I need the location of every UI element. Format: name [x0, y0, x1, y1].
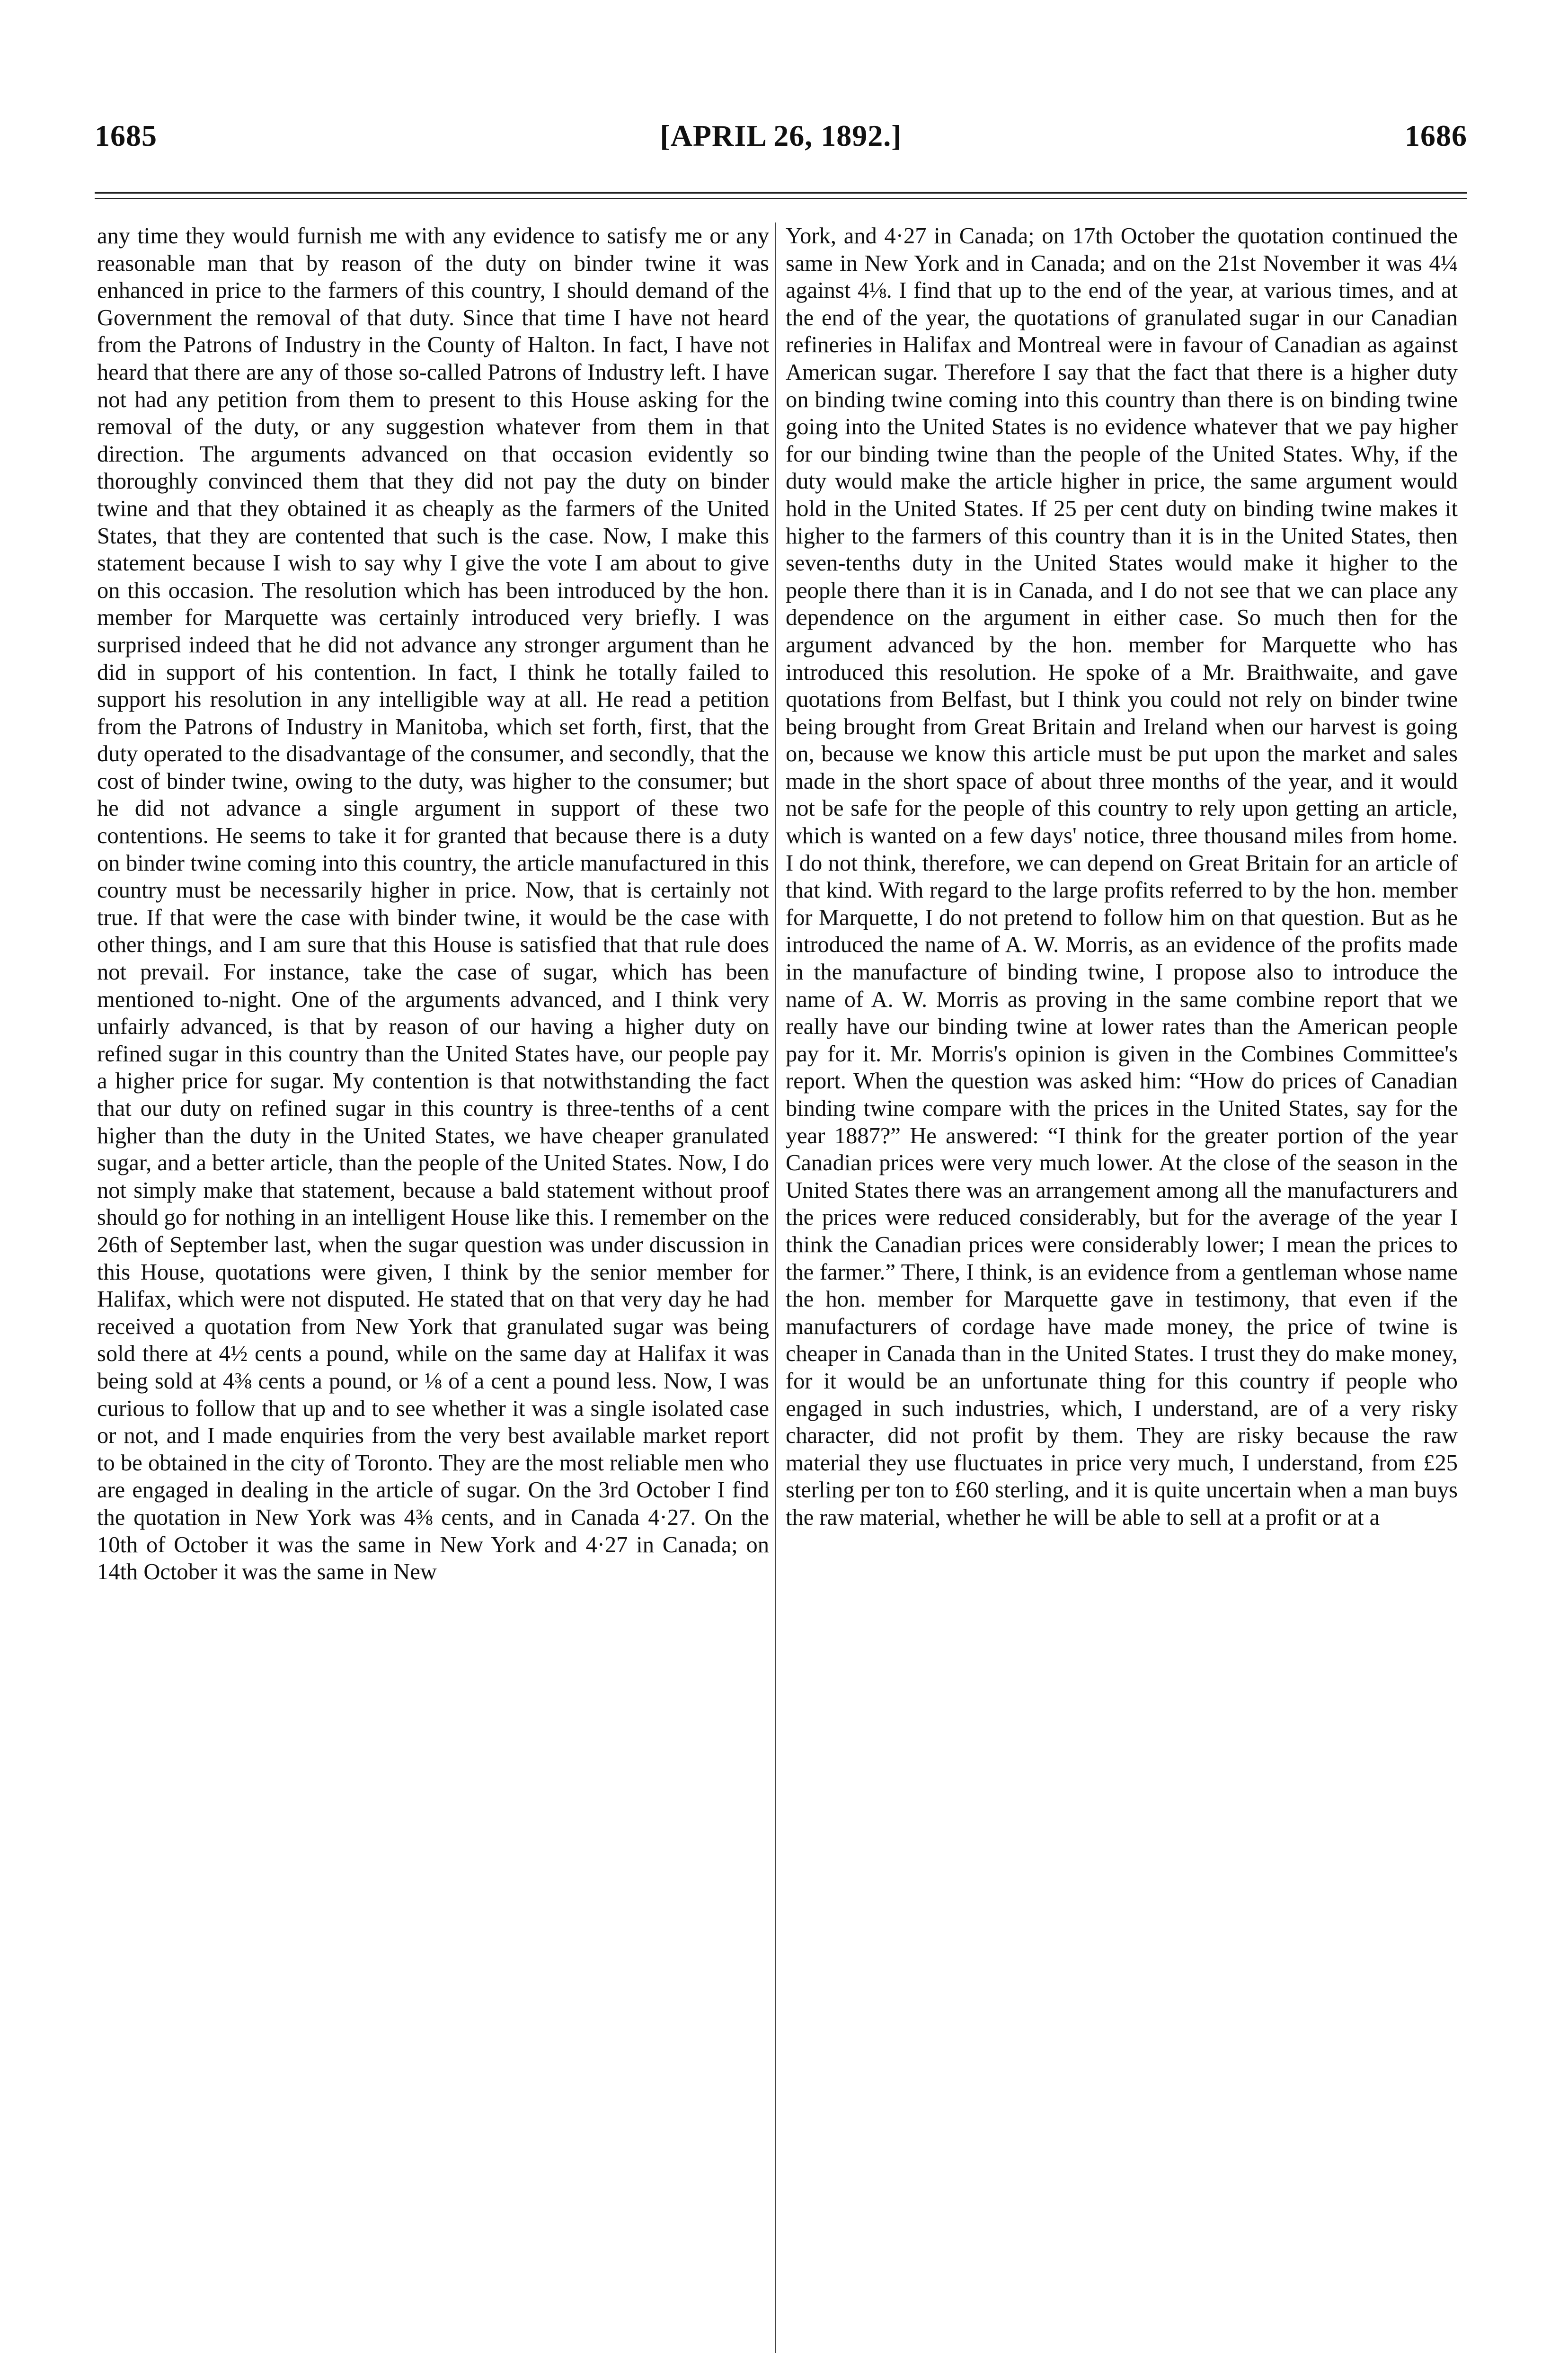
- right-column-text: York, and 4·27 in Canada; on 17th October the quotation continued the same in New York and in Canada; and on the 21st November it was 4¼ against 4⅛. I find that up to the end of the year, at various times, and at the end of the year, the quotations of granulated sugar in our Canadian refineries in Halifax and Montreal were in favour of Canadian as against American sugar. Therefore I say that the fact that there is a higher duty on binding twine coming into this country than there is on binding twine going into the United States is no evidence whatever that we pay higher for our binding twine than the people of the United States. Why, if the duty would make the article higher in price, the same argument would hold in the United States. If 25 per cent duty on binding twine makes it higher to the farmers of this country than it is in the United States, then seven-tenths duty in the United States would make it higher to the people there than it is in Canada, and I do not see that we can place any dependence on the argument in either case. So much then for the argument advanced by the hon. member for Marquette who has introduced this resolution. He spoke of a Mr. Braithwaite, and gave quotations from Belfast, but I think you could not rely on binder twine being brought from Great Britain and Ireland when our harvest is going on, because we know this article must be put upon the market and sales made in the short space of about three months of the year, and it would not be safe for the people of this country to rely upon getting an article, which is wanted on a few days' notice, three thousand miles from home. I do not think, therefore, we can depend on Great Britain for an article of that kind. With regard to the large profits referred to by the hon. member for Marquette, I do not pretend to follow him on that question. But as he introduced the name of A. W. Morris, as an evidence of the profits made in the manufacture of binding twine, I propose also to introduce the name of A. W. Morris as proving in the same combine report that we really have our binding twine at lower rates than the American people pay for it. Mr. Morris's opinion is given in the Combines Committee's report. When the question was asked him: “How do prices of Canadian binding twine compare with the prices in the United States, say for the year 1887?” He answered: “I think for the greater portion of the year Canadian prices were very much lower. At the close of the season in the United States there was an arrangement among all the manufacturers and the prices were reduced considerably, but for the average of the year I think the Canadian prices were considerably lower; I mean the prices to the farmer.” There, I think, is an evidence from a gentleman whose name the hon. member for Marquette gave in testimony, that even if the manufacturers of cordage have made money, the price of twine is cheaper in Canada than in the United States. I trust they do make money, for it would be an unfortunate thing for this country if people who engaged in such industries, which, I understand, are of a very risky character, did not profit by them. They are risky because the raw material they use fluctuates in price very much, I understand, from £25 sterling per ton to £60 sterling, and it is quite uncertain when a man buys the raw material, whether he will be able to sell at a profit or at a: [786, 223, 1458, 1530]
- page-number-right: 1686: [1405, 119, 1467, 152]
- page-header: [95, 118, 1467, 161]
- page-number-left: 1685: [95, 119, 157, 152]
- issue-date: [APRIL 26, 1892.]: [660, 119, 902, 152]
- column-divider: [775, 222, 776, 2353]
- text-column-left: [97, 222, 769, 1586]
- text-column-right: [786, 222, 1458, 1531]
- left-column-text: any time they would furnish me with any evidence to satisfy me or any reasonable man that by reason of the duty on binder twine it was enhanced in price to the farmers of this country, I should demand of the Government the removal of that duty. Since that time I have not heard from the Patrons of Industry in the County of Halton. In fact, I have not heard that there are any of those so-called Patrons of Industry left. I have not had any petition from them to present to this House asking for the removal of the duty, or any suggestion whatever from them in that direction. The arguments advanced on that occasion evidently so thoroughly convinced them that they did not pay the duty on binder twine and that they obtained it as cheaply as the farmers of the United States, that they are contented that such is the case. Now, I make this statement because I wish to say why I give the vote I am about to give on this occasion. The resolution which has been introduced by the hon. member for Marquette was certainly introduced very briefly. I was surprised indeed that he did not advance any stronger argument than he did in support of his contention. In fact, I think he totally failed to support his resolution in any intelligible way at all. He read a petition from the Patrons of Industry in Manitoba, which set forth, first, that the duty operated to the disadvantage of the consumer, and secondly, that the cost of binder twine, owing to the duty, was higher to the consumer; but he did not advance a single argument in support of these two contentions. He seems to take it for granted that because there is a duty on binder twine coming into this country, the article manufactured in this country must be necessarily higher in price. Now, that is certainly not true. If that were the case with binder twine, it would be the case with other things, and I am sure that this House is satisfied that that rule does not prevail. For instance, take the case of sugar, which has been mentioned to-night. One of the arguments advanced, and I think very unfairly advanced, is that by reason of our having a higher duty on refined sugar in this country than the United States have, our people pay a higher price for sugar. My contention is that notwithstanding the fact that our duty on refined sugar in this country is three-tenths of a cent higher than the duty in the United States, we have cheaper granulated sugar, and a better article, than the people of the United States. Now, I do not simply make that statement, because a bald statement without proof should go for nothing in an intelligent House like this. I remember on the 26th of September last, when the sugar question was under discussion in this House, quotations were given, I think by the senior member for Halifax, which were not disputed. He stated that on that very day he had received a quotation from New York that granulated sugar was being sold there at 4½ cents a pound, while on the same day at Halifax it was being sold at 4⅜ cents a pound, or ⅛ of a cent a pound less. Now, I was curious to follow that up and to see whether it was a single isolated case or not, and I made enquiries from the very best available market report to be obtained in the city of Toronto. They are the most reliable men who are engaged in dealing in the article of sugar. On the 3rd October I find the quotation in New York was 4⅜ cents, and in Canada 4·27. On the 10th of October it was the same in New York and 4·27 in Canada; on 14th October it was the same in New: [97, 223, 769, 1585]
- header-rule-thick: [95, 192, 1467, 194]
- header-rule-thin: [95, 198, 1467, 199]
